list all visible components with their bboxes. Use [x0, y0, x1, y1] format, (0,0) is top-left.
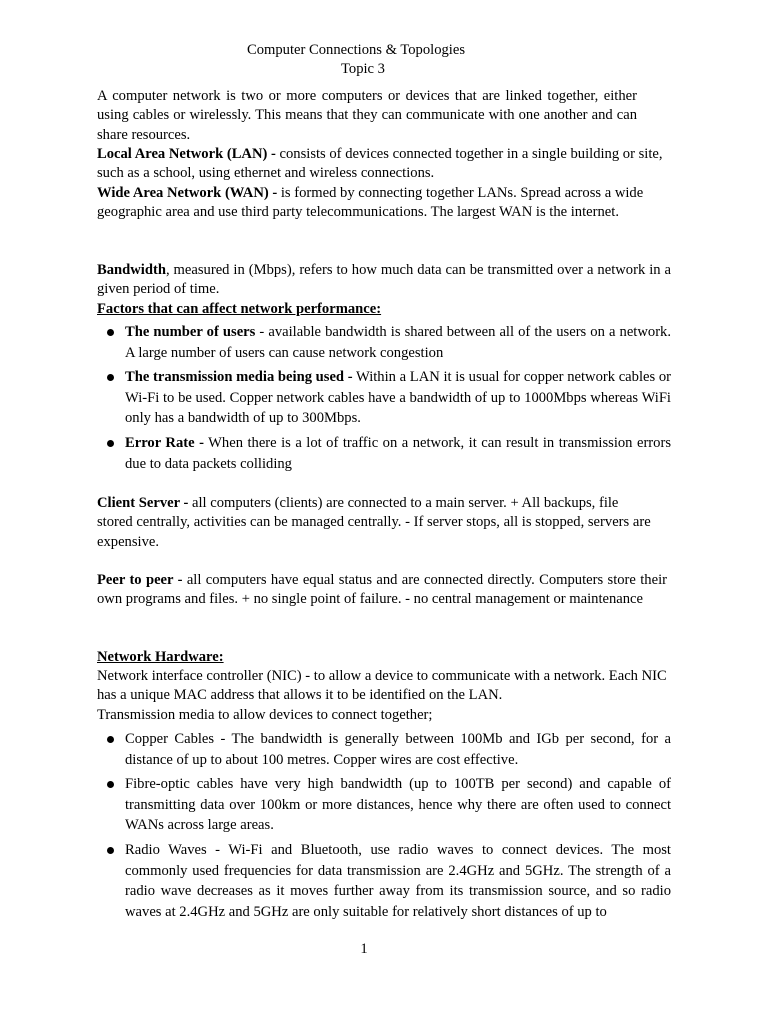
- client-server-term: Client Server -: [97, 495, 189, 511]
- list-item: The transmission media being used - Within a LAN it is usual for copper network cables or Wi-Fi to be used. Copper network cables have a bandwidth of up to 1000Mbps whereas WiFi only has a bandwidth of up to 300Mbps.: [97, 367, 671, 429]
- lan-definition: [97, 145, 671, 184]
- peer-term: Peer to peer -: [97, 572, 183, 588]
- list-item: The number of users - available bandwidth is shared between all of the users on a network. A large number of users can cause network congestion: [97, 322, 671, 363]
- bandwidth-term: Bandwidth: [97, 262, 166, 278]
- wan-term: Wide Area Network (WAN) -: [97, 185, 278, 201]
- media-list: [97, 729, 671, 926]
- factors-list: [97, 322, 671, 478]
- wan-text: is formed by connecting together LANs. Spread across a wide geographic area and use third party telecommunications. The largest WAN is the internet.: [97, 185, 644, 221]
- lan-term: Local Area Network (LAN) -: [97, 146, 276, 162]
- bullet-icon: [107, 440, 114, 447]
- peer-text: all computers have equal status and are connected directly. Computers store their own programs and files. + no single point of failure. - no central management or maintenance: [97, 572, 667, 608]
- client-server-paragraph: [97, 494, 652, 552]
- peer-to-peer-paragraph: [97, 571, 667, 610]
- document-subtitle: Topic 3: [341, 61, 385, 77]
- intro-paragraph: A computer network is two or more computers or devices that are linked together, either using cables or wirelessly. This means that they can communicate with one another and can share resources.: [97, 88, 637, 143]
- bullet-icon: [107, 736, 114, 743]
- hardware-heading: Network Hardware:: [97, 649, 224, 665]
- list-item: Fibre-optic cables have very high bandwidth (up to 100TB per second) and capable of transmitting data over 100km or more distances, hence why there are often used to connect WANs across large areas.: [97, 774, 671, 836]
- bandwidth-text: , measured in (Mbps), refers to how much data can be transmitted over a network in a given period of time.: [97, 262, 671, 298]
- page-number: 1: [360, 941, 368, 957]
- bullet-icon: [107, 847, 114, 854]
- factors-heading: Factors that can affect network performance:: [97, 301, 382, 317]
- list-item: Copper Cables - The bandwidth is generally between 100Mb and IGb per second, for a distance of up to about 100 metres. Copper wires are cost effective.: [97, 729, 671, 770]
- lan-text: consists of devices connected together in a single building or site, such as a school, using ethernet and wireless connections.: [97, 146, 663, 182]
- document-title: Computer Connections & Topologies: [247, 42, 466, 58]
- hardware-heading-block: [97, 648, 671, 667]
- list-item: Radio Waves - Wi-Fi and Bluetooth, use radio waves to connect devices. The most commonly used frequencies for data transmission are 2.4GHz and 5GHz. The strength of a radio wave decreases as it moves further away from its transmission source, and so radio waves at 2.4GHz and 5GHz are only suitable for relatively short distances of up to: [97, 840, 671, 922]
- factors-heading-block: [97, 300, 671, 319]
- nic-paragraph: Network interface controller (NIC) - to allow a device to communicate with a network. Each NIC has a unique MAC address that allows it to be identified on the LAN.: [97, 668, 667, 704]
- bandwidth-definition: [97, 261, 671, 300]
- bullet-icon: [107, 329, 114, 336]
- media-intro: Transmission media to allow devices to connect together;: [97, 707, 433, 723]
- wan-definition: [97, 184, 649, 223]
- client-server-text: all computers (clients) are connected to a main server. + All backups, file stored centrally, activities can be managed centrally. - If server stops, all is stopped, servers are expensive.: [97, 495, 651, 550]
- bullet-icon: [107, 374, 114, 381]
- bullet-icon: [107, 781, 114, 788]
- list-item: Error Rate - When there is a lot of traffic on a network, it can result in transmission errors due to data packets colliding: [97, 433, 671, 474]
